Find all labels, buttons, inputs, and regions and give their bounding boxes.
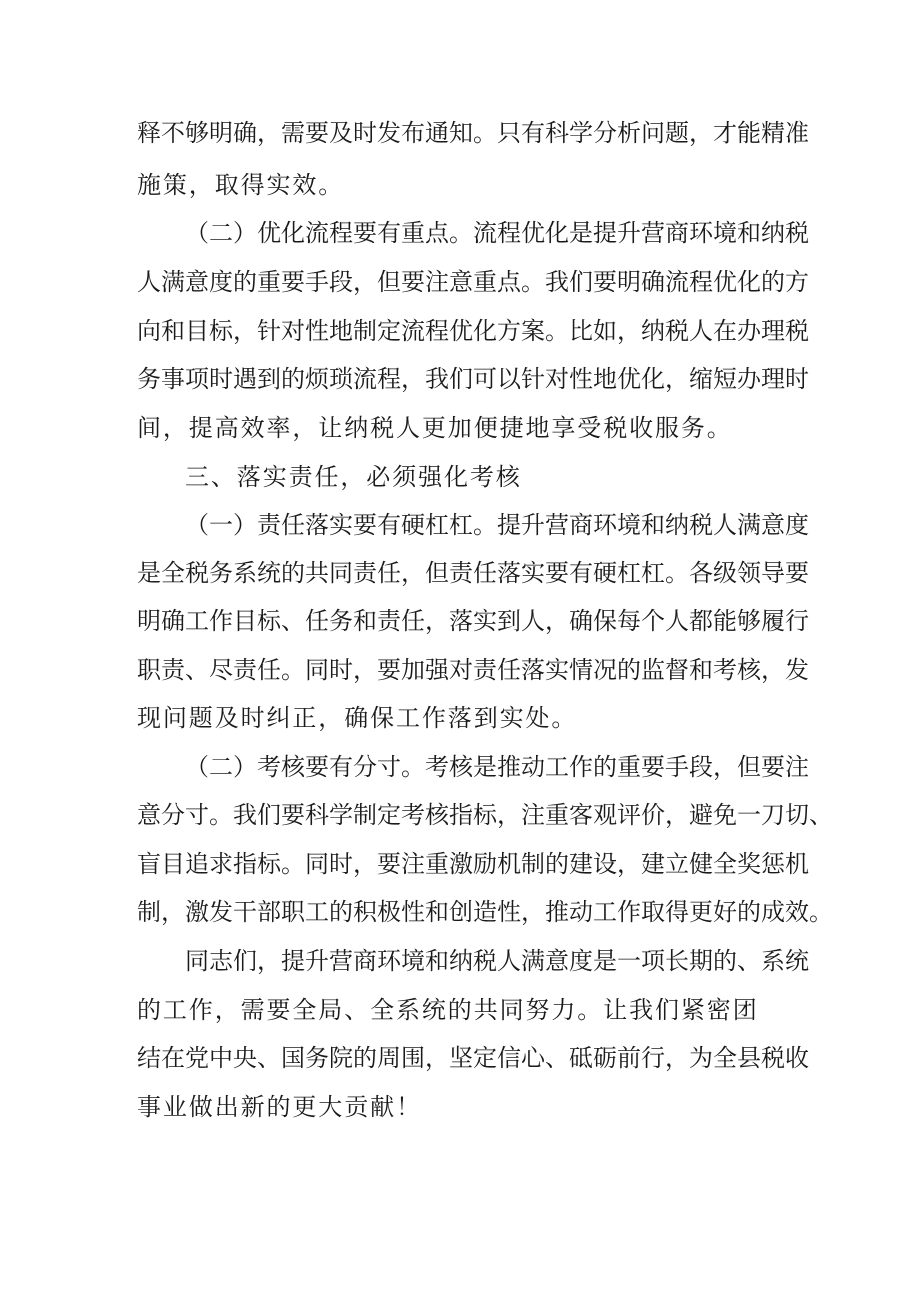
text-line: 明确工作目标、任务和责任，落实到人，确保每个人都能够履行: [137, 607, 809, 635]
text-line: （一）责任落实要有硬杠杠。提升营商环境和纳税人满意度: [185, 511, 809, 539]
text-line: 意分寸。我们要科学制定考核指标，注重客观评价，避免一刀切、: [137, 801, 833, 829]
text-line: 释不够明确，需要及时发布通知。只有科学分析问题，才能精准: [137, 119, 809, 147]
text-line: 盲目追求指标。同时，要注重激励机制的建设，建立健全奖惩机: [137, 850, 809, 878]
text-line: 结在党中央、国务院的周围，坚定信心、砥砺前行，为全县税收: [137, 1044, 809, 1072]
text-line: 现问题及时纠正，确保工作落到实处。: [137, 704, 578, 732]
text-line: 人满意度的重要手段，但要注意重点。我们要明确流程优化的方: [137, 268, 809, 296]
text-line: 向和目标，针对性地制定流程优化方案。比如，纳税人在办理税: [137, 317, 809, 345]
section-heading: 三、落实责任，必须强化考核: [185, 463, 522, 491]
text-line: 同志们，提升营商环境和纳税人满意度是一项长期的、系统: [185, 947, 809, 975]
text-line: 务事项时遇到的烦琐流程，我们可以针对性地优化，缩短办理时: [137, 365, 809, 393]
text-line: 制，激发干部职工的积极性和创造性，推动工作取得更好的成效。: [137, 898, 833, 926]
text-line: 间，提高效率，让纳税人更加便捷地享受税收服务。: [137, 414, 733, 442]
text-line: 事业做出新的更大贡献！: [137, 1093, 422, 1121]
text-line: 是全税务系统的共同责任，但责任落实要有硬杠杠。各级领导要: [137, 559, 809, 587]
text-line: （二）考核要有分寸。考核是推动工作的重要手段，但要注: [185, 753, 809, 781]
text-line: 职责、尽责任。同时，要加强对责任落实情况的监督和考核，发: [137, 656, 809, 684]
text-line: （二）优化流程要有重点。流程优化是提升营商环境和纳税: [185, 219, 809, 247]
text-line: 施策，取得实效。: [137, 171, 345, 199]
text-line: 的工作，需要全局、全系统的共同努力。让我们紧密团: [137, 996, 759, 1024]
